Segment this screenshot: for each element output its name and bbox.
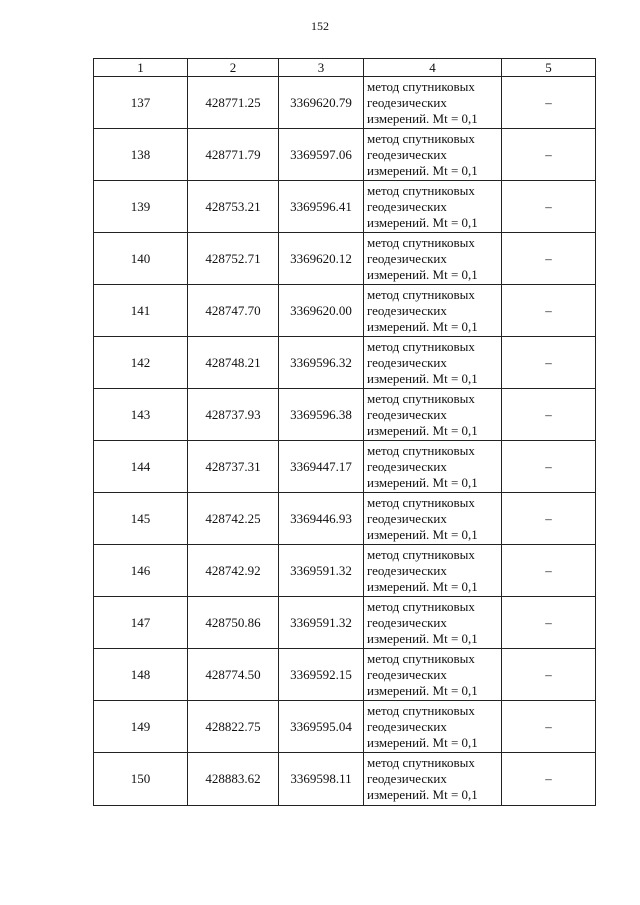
x-coordinate-cell: 428737.93 — [188, 389, 279, 441]
table-row — [94, 337, 596, 389]
method-cell: метод спутниковых геодезических измерений. Mt = 0,1 — [364, 441, 502, 493]
x-coordinate-cell: 428750.86 — [188, 597, 279, 649]
table-row — [94, 753, 596, 806]
point-number-cell: 147 — [94, 597, 188, 649]
table-row — [94, 233, 596, 285]
point-number-cell: 148 — [94, 649, 188, 701]
table-row — [94, 493, 596, 545]
table-header — [94, 59, 596, 77]
header-col-1: 1 — [94, 59, 188, 77]
header-col-5: 5 — [502, 59, 596, 77]
point-number-cell: 140 — [94, 233, 188, 285]
y-coordinate-cell: 3369620.00 — [279, 285, 364, 337]
y-coordinate-cell: 3369598.11 — [279, 753, 364, 806]
y-coordinate-cell: 3369592.15 — [279, 649, 364, 701]
x-coordinate-cell: 428771.25 — [188, 77, 279, 129]
y-coordinate-cell: 3369591.32 — [279, 597, 364, 649]
x-coordinate-cell: 428883.62 — [188, 753, 279, 806]
point-number-cell: 141 — [94, 285, 188, 337]
x-coordinate-cell: 428747.70 — [188, 285, 279, 337]
point-number-cell: 149 — [94, 701, 188, 753]
method-cell: метод спутниковых геодезических измерений. Mt = 0,1 — [364, 181, 502, 233]
table-row — [94, 545, 596, 597]
x-coordinate-cell: 428753.21 — [188, 181, 279, 233]
table-row — [94, 441, 596, 493]
method-cell: метод спутниковых геодезических измерений. Mt = 0,1 — [364, 753, 502, 806]
note-cell: – — [502, 129, 596, 181]
table-row — [94, 649, 596, 701]
note-cell: – — [502, 441, 596, 493]
table-row — [94, 389, 596, 441]
note-cell: – — [502, 649, 596, 701]
note-cell: – — [502, 285, 596, 337]
y-coordinate-cell: 3369596.41 — [279, 181, 364, 233]
header-col-3: 3 — [279, 59, 364, 77]
method-cell: метод спутниковых геодезических измерений. Mt = 0,1 — [364, 337, 502, 389]
note-cell: – — [502, 181, 596, 233]
coordinates-table — [93, 58, 596, 806]
x-coordinate-cell: 428752.71 — [188, 233, 279, 285]
point-number-cell: 139 — [94, 181, 188, 233]
note-cell: – — [502, 233, 596, 285]
header-col-2: 2 — [188, 59, 279, 77]
method-cell: метод спутниковых геодезических измерений. Mt = 0,1 — [364, 233, 502, 285]
point-number-cell: 143 — [94, 389, 188, 441]
point-number-cell: 142 — [94, 337, 188, 389]
x-coordinate-cell: 428822.75 — [188, 701, 279, 753]
x-coordinate-cell: 428737.31 — [188, 441, 279, 493]
note-cell: – — [502, 337, 596, 389]
x-coordinate-cell: 428742.25 — [188, 493, 279, 545]
y-coordinate-cell: 3369591.32 — [279, 545, 364, 597]
method-cell: метод спутниковых геодезических измерений. Mt = 0,1 — [364, 285, 502, 337]
y-coordinate-cell: 3369597.06 — [279, 129, 364, 181]
y-coordinate-cell: 3369447.17 — [279, 441, 364, 493]
table-row — [94, 597, 596, 649]
table-body — [94, 77, 596, 806]
method-cell: метод спутниковых геодезических измерений. Mt = 0,1 — [364, 77, 502, 129]
point-number-cell: 137 — [94, 77, 188, 129]
point-number-cell: 144 — [94, 441, 188, 493]
header-col-4: 4 — [364, 59, 502, 77]
method-cell: метод спутниковых геодезических измерений. Mt = 0,1 — [364, 129, 502, 181]
note-cell: – — [502, 493, 596, 545]
note-cell: – — [502, 389, 596, 441]
method-cell: метод спутниковых геодезических измерений. Mt = 0,1 — [364, 545, 502, 597]
method-cell: метод спутниковых геодезических измерений. Mt = 0,1 — [364, 389, 502, 441]
point-number-cell: 138 — [94, 129, 188, 181]
x-coordinate-cell: 428774.50 — [188, 649, 279, 701]
point-number-cell: 145 — [94, 493, 188, 545]
header-row — [94, 59, 596, 77]
y-coordinate-cell: 3369596.32 — [279, 337, 364, 389]
note-cell: – — [502, 597, 596, 649]
x-coordinate-cell: 428771.79 — [188, 129, 279, 181]
y-coordinate-cell: 3369446.93 — [279, 493, 364, 545]
table-row — [94, 181, 596, 233]
y-coordinate-cell: 3369596.38 — [279, 389, 364, 441]
y-coordinate-cell: 3369620.79 — [279, 77, 364, 129]
x-coordinate-cell: 428748.21 — [188, 337, 279, 389]
page-number: 152 — [311, 19, 329, 33]
table-row — [94, 77, 596, 129]
method-cell: метод спутниковых геодезических измерений. Mt = 0,1 — [364, 597, 502, 649]
table-row — [94, 701, 596, 753]
method-cell: метод спутниковых геодезических измерений. Mt = 0,1 — [364, 649, 502, 701]
note-cell: – — [502, 545, 596, 597]
point-number-cell: 150 — [94, 753, 188, 806]
y-coordinate-cell: 3369620.12 — [279, 233, 364, 285]
x-coordinate-cell: 428742.92 — [188, 545, 279, 597]
note-cell: – — [502, 753, 596, 806]
note-cell: – — [502, 701, 596, 753]
note-cell: – — [502, 77, 596, 129]
table-row — [94, 285, 596, 337]
table-row — [94, 129, 596, 181]
y-coordinate-cell: 3369595.04 — [279, 701, 364, 753]
method-cell: метод спутниковых геодезических измерений. Mt = 0,1 — [364, 493, 502, 545]
method-cell: метод спутниковых геодезических измерений. Mt = 0,1 — [364, 701, 502, 753]
point-number-cell: 146 — [94, 545, 188, 597]
